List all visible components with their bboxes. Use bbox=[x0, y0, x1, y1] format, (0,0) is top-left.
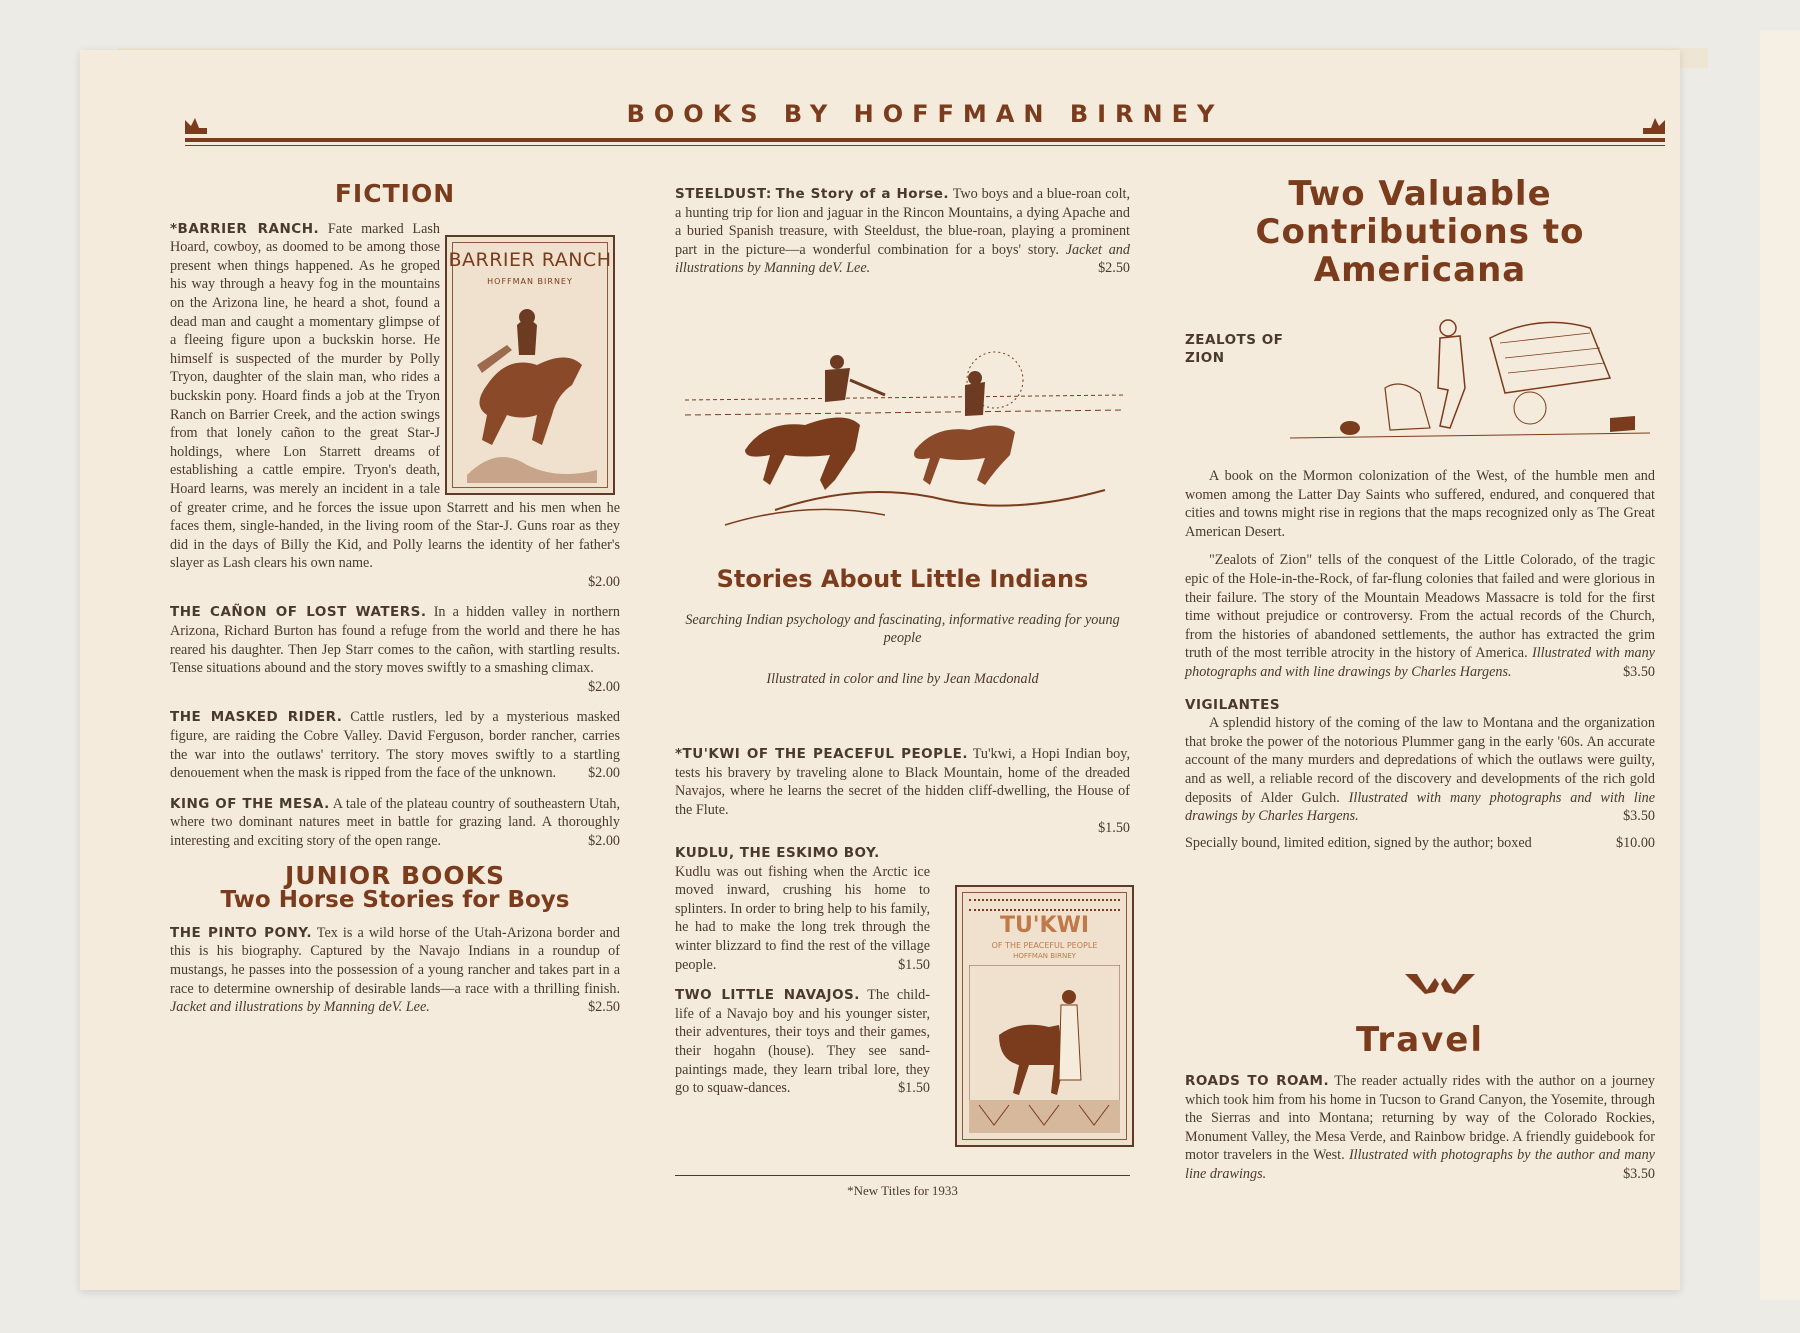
tukwi-cover-title: TU'KWI bbox=[999, 913, 1090, 938]
tukwi-price: $1.50 bbox=[1098, 820, 1130, 837]
king-mesa-price: $2.00 bbox=[588, 833, 620, 849]
zealots-entry bbox=[1185, 467, 1655, 852]
king-mesa-entry bbox=[170, 795, 620, 851]
tukwi-cover-author: HOFFMAN BIRNEY bbox=[1013, 952, 1076, 960]
fiction-heading: FICTION bbox=[334, 179, 456, 208]
brochure-page bbox=[80, 50, 1680, 1290]
page-title: BOOKS BY HOFFMAN BIRNEY bbox=[626, 100, 1224, 128]
steeldust-title: STEELDUST: bbox=[675, 186, 772, 202]
adjacent-sheet bbox=[1760, 30, 1800, 1300]
barrier-cover-title: BARRIER RANCH bbox=[448, 249, 612, 271]
navajos-title: TWO LITTLE NAVAJOS. bbox=[675, 987, 860, 1004]
navajos-entry bbox=[675, 986, 930, 1098]
tukwi-cover-border-pattern bbox=[969, 899, 1120, 911]
steeldust-subtitle: The Story of a Horse. bbox=[775, 186, 950, 202]
roads-title: ROADS TO ROAM. bbox=[1185, 1073, 1330, 1089]
pioneer-wagon-illustration-icon bbox=[1290, 298, 1650, 453]
steeldust-entry bbox=[675, 185, 1130, 278]
zealots-paragraph-2: "Zealots of Zion" tells of the conquest of the Little Colorado, of the tragic epic of the Hole-in-the-Rock, of far-flung colonies that failed and were glorious in their failure. The story of the Mountain Meadows Massacre is told for the first time without prejudice or controversy. From the actual records of the Church, from the histories of abandoned settlements, the author has extracted the grim truth of the most terrible atrocity in the history of America. bbox=[1185, 552, 1655, 662]
roads-price: $3.50 bbox=[1623, 1165, 1655, 1182]
navajos-body: The child-life of a Navajo boy and his younger sister, their adventures, their toys and their games, their hogahn (house). They see sand-paintings made, they learn tribal lore, they go to squaw-dances. bbox=[675, 987, 930, 1097]
barrier-ranch-body: Fate marked Lash Hoard, cowboy, as doomed to be among those present when things happened. As he groped his way through a heavy fog in the mountains on the Arizona line, he heard a shot, found a dead man and caught a momentary glimpse of a fleeing figure upon a buckskin horse. He himself is suspected of the murder by Polly Tryon, daughter of the slain man, who rides a buckskin pony. Hoard finds a job at the Tryon Ranch on Barrier Creek, and the action swings from that lonely cañon to the great Star-J holdings, where Lon Starrett dreams of establishing a cattle empire. Tryon's death, Hoard learns, was merely an incident in a tale of greater crime, and he forces the issue upon Starrett and his men when he faces them, single-handed, in the living room of the Star-J. Guns roar as they did in the days of Billy the Kid, and Polly learns the identity of her father's slayer as Lash clears his own name. bbox=[170, 220, 620, 572]
steeldust-body: Two boys and a blue-roan colt, a hunting trip for lion and jaguar in the Rincon Mountains, a dying Apache and a buried Spanish treasure, with Steeldust, the blue-roan, playing a prominent part in the picture—a wonderful combination for a boys' story. bbox=[675, 186, 1131, 258]
americana-column bbox=[1185, 175, 1655, 305]
vigilantes-special-price: $10.00 bbox=[1615, 834, 1655, 851]
header-rule-thin bbox=[185, 145, 1665, 146]
king-mesa-title: KING OF THE MESA. bbox=[170, 795, 330, 812]
riders-illustration-icon bbox=[685, 340, 1125, 530]
king-mesa-body: A tale of the plateau country of southeastern Utah, where two dominant natures meet in battle for grazing land. A thoroughly interesting and exciting story of the open range. bbox=[170, 795, 620, 849]
tukwi-title: *TU'KWI OF THE PEACEFUL PEOPLE. bbox=[675, 746, 969, 762]
pinto-body: Tex is a wild horse of the Utah-Arizona border and this is his biography. Captured by the Navajo Indians in a roundup of mustangs, he passes into the possession of a young rancher and takes part in a race to determine ownership of desirable lands—a race with a thrilling finish. bbox=[170, 924, 620, 997]
zealots-paragraph-1: A book on the Mormon colonization of the West, of the humble men and women among the Latter Day Saints who suffered, endured, and conquered that cities and towns might rise in regions that the maps recognized only as The Great American Desert. bbox=[1185, 468, 1655, 540]
canon-entry bbox=[170, 603, 620, 696]
zealots-illustrations: Illustrated with many photographs and with line drawings by Charles Hargens. bbox=[1185, 645, 1655, 680]
tukwi-entry bbox=[675, 745, 1130, 838]
vigilantes-entry bbox=[1185, 714, 1655, 826]
kudlu-entry bbox=[675, 844, 930, 974]
roads-illustrations: Illustrated with photographs by the author and many line drawings. bbox=[1185, 1147, 1655, 1182]
steeldust-price: $2.50 bbox=[1098, 260, 1130, 277]
pinto-title: THE PINTO PONY. bbox=[170, 924, 312, 941]
canon-title: THE CAÑON OF LOST WATERS. bbox=[170, 604, 427, 621]
canon-body: In a hidden valley in northern Arizona, Richard Burton has found a refuge from the world and there he has reared his daughter. Then Jep Starr comes to the cañon, with startling results. Tense situations abound and the story moves swiftly to a smashing climax. bbox=[170, 604, 621, 677]
boy-with-horse-illustration-icon bbox=[969, 965, 1120, 1133]
zealots-price: $3.50 bbox=[1623, 663, 1655, 680]
pinto-entry bbox=[170, 924, 620, 1017]
kudlu-body: Kudlu was out fishing when the Arctic ice moved inward, crushing his home to splinters. In order to bring help to his family, he had to make the long trek through the winter blizzard to find the rest of the village people. bbox=[675, 863, 930, 973]
masked-rider-title: THE MASKED RIDER. bbox=[170, 709, 343, 726]
pinto-price: $2.50 bbox=[588, 999, 620, 1016]
junior-subheading: Two Horse Stories for Boys bbox=[220, 887, 570, 914]
indians-intro bbox=[675, 565, 1130, 688]
roads-entry bbox=[1185, 1072, 1655, 1184]
indians-illustrated-by: Illustrated in color and line by Jean Macdonald bbox=[766, 670, 1039, 687]
roads-body: The reader actually rides with the author on a journey which took him from his home in Tucson to Grand Canyon, the Yosemite, through the Sierras and into Montana; returning by way of the Colorado Rockies, Monument Valley, the Mesa Verde, and Rainbow bridge. A friendly guidebook for motor travelers in the West. bbox=[1185, 1073, 1655, 1164]
indians-tagline: Searching Indian psychology and fascinating, informative reading for young people bbox=[685, 611, 1120, 647]
masked-rider-entry bbox=[170, 708, 620, 782]
barrier-ranch-title: *BARRIER RANCH. bbox=[170, 220, 320, 237]
header-rule-thick bbox=[185, 138, 1665, 142]
barrier-ranch-price: $2.00 bbox=[588, 573, 620, 590]
horse-rider-illustration-icon bbox=[457, 295, 603, 483]
kudlu-price: $1.50 bbox=[898, 956, 930, 973]
tukwi-body: Tu'kwi, a Hopi Indian boy, tests his bravery by traveling alone to Black Mountain, home of the dreaded Navajos, where he learns the secret of the hidden cliff-dwelling, the House of the Flute. bbox=[675, 746, 1130, 818]
kudlu-title: KUDLU, THE ESKIMO BOY. bbox=[675, 844, 880, 861]
vigilantes-body: A splendid history of the coming of the law to Montana and the organization that broke the power of the notorious Plummer gang in the early '60s. An accurate account of the many murders and depredations of which the outlaws were guilty, and as well, a reliable record of the discovery and developments of the rich gold deposits of Alder Gulch. bbox=[1185, 715, 1655, 806]
steeldust-illustrations: Jacket and illustrations by Manning deV. Lee. bbox=[675, 241, 1130, 277]
navajos-price: $1.50 bbox=[898, 1080, 930, 1097]
junior-heading: JUNIOR BOOKS bbox=[285, 860, 505, 890]
vigilantes-special-edition bbox=[1185, 834, 1655, 853]
masked-rider-body: Cattle rustlers, led by a mysterious masked figure, are raiding the Cobre Valley. David Ferguson, border rancher, carries the war into the outlaws' territory. The story moves swiftly to a startling denouement when the mask is ripped from the face of the unknown. bbox=[170, 709, 620, 782]
tukwi-cover-subtitle: OF THE PEACEFUL PEOPLE bbox=[991, 941, 1098, 950]
zealots-title: ZEALOTS OF ZION bbox=[1185, 332, 1284, 366]
masked-rider-price: $2.00 bbox=[588, 765, 620, 782]
canon-price: $2.00 bbox=[588, 678, 620, 695]
vigilantes-special-text: Specially bound, limited edition, signed by the author; boxed bbox=[1185, 834, 1532, 851]
pinto-illustrations: Jacket and illustrations by Manning deV. Lee. bbox=[170, 999, 430, 1016]
travel-heading: Travel bbox=[1355, 1020, 1485, 1060]
junior-indians-column bbox=[675, 185, 1130, 278]
vigilantes-price: $3.50 bbox=[1623, 808, 1655, 825]
americana-heading: Two Valuable Contributions to Americana bbox=[1255, 174, 1585, 290]
new-titles-footnote: *New Titles for 1933 bbox=[847, 1183, 958, 1198]
barrier-ranch-cover bbox=[445, 235, 615, 495]
vigilantes-illustrations: Illustrated with many photographs and with line drawings by Charles Hargens. bbox=[1185, 789, 1656, 825]
ornament-divider-icon bbox=[1405, 970, 1475, 994]
barrier-cover-author: HOFFMAN BIRNEY bbox=[487, 277, 573, 286]
tukwi-cover bbox=[955, 885, 1134, 1147]
indians-heading: Stories About Little Indians bbox=[716, 565, 1089, 593]
column-footnote-rule bbox=[675, 1175, 1130, 1176]
vigilantes-title: VIGILANTES bbox=[1185, 696, 1281, 713]
